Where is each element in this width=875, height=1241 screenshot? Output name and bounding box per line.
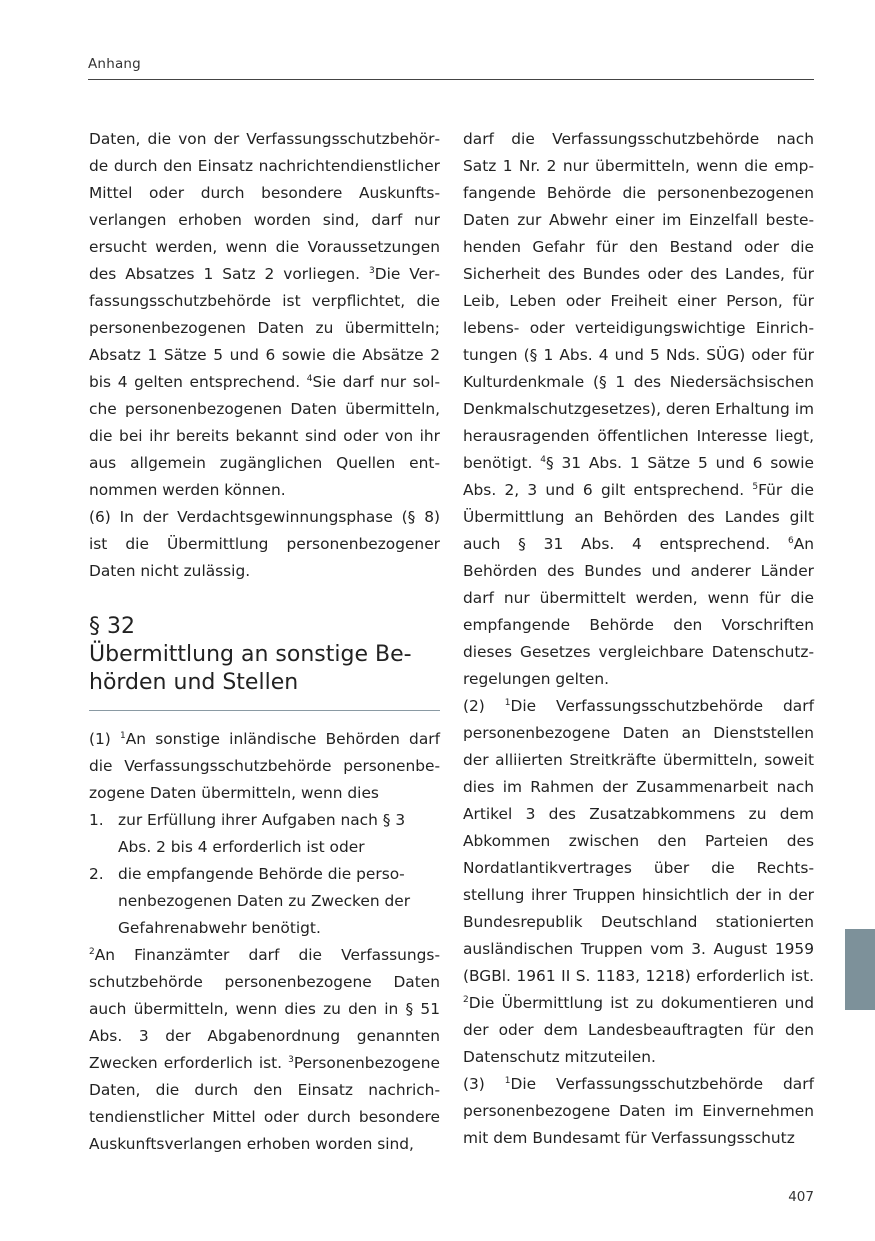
section-rule bbox=[89, 710, 440, 711]
text-run: Sie darf nur solche personenbezogenen Daten übermitteln, die bei ihr bereits bekannt sind oder von ihr aus allgemein zugänglichen Quellen entnommen werden können. bbox=[89, 373, 440, 499]
text-run: Daten, die von der Verfassungsschutzbehörde durch den Einsatz nachrichtendienstlicher Mittel oder durch besondere Auskunftsverlangen erhoben worden sind, darf nur ersucht werden, wenn die Voraussetzungen des Absatzes 1 Satz 2 vorliegen. bbox=[89, 130, 440, 283]
list-item bbox=[89, 807, 440, 861]
sentence-number: 2 bbox=[89, 947, 95, 957]
sentence-number: 4 bbox=[306, 374, 313, 384]
sentence-number: 2 bbox=[463, 995, 469, 1005]
sentence-number: 6 bbox=[787, 536, 794, 546]
page-number: 407 bbox=[788, 1189, 814, 1205]
text-run: An Behörden des Bundes und anderer Länder darf nur übermittelt werden, wenn für die empfangende Behörde den Vorschriften dieses Gesetzes vergleichbare Datenschutzregelungen gelten. bbox=[463, 535, 814, 688]
paragraph-2 bbox=[463, 693, 814, 1071]
text-run: Personenbezogene Daten, die durch den Einsatz nachrichtendienstlicher Mittel oder durch besondere Auskunftsverlangen erhoben worden sind, bbox=[89, 1054, 440, 1153]
list-text: die empfangende Behörde die personenbezogenen Daten zu Zwecken der Gefahrenabwehr benötigt. bbox=[118, 865, 411, 937]
text-run: darf die Verfassungsschutzbehörde nach Satz 1 Nr. 2 nur übermitteln, wenn die empfangende Behörde die personenbezogenen Daten zur Abwehr einer im Einzelfall bestehenden Gefahr für den Bestand oder die Sicherheit des Bundes oder des Landes, für Leib, Leben oder Freiheit einer Person, für lebens- oder verteidigungswichtige Einrichtungen (§ 1 Abs. 4 und 5 Nds. SÜG) oder für Kulturdenkmale (§ 1 des Niedersächsischen Denkmalschutzgesetzes), deren Erhaltung im herausragenden öffentlichen Interesse liegt, benötigt. bbox=[463, 130, 814, 472]
text-run: Die Verfassungsschutzbehörde ist verpflichtet, die personenbezogenen Daten zu übermitteln; Absatz 1 Sätze 5 und 6 sowie die Absätze 2 bis 4 gelten entsprechend. bbox=[89, 265, 440, 391]
text-run: (3) bbox=[463, 1075, 505, 1093]
list-number: 2. bbox=[89, 865, 104, 883]
sentence-number: 5 bbox=[752, 482, 759, 492]
list-text: zur Erfüllung ihrer Aufgaben nach § 3 Abs. 2 bis 4 erforderlich ist oder bbox=[118, 811, 406, 856]
section-title-line-2: hörden und Stellen bbox=[89, 670, 299, 695]
running-header: Anhang bbox=[88, 56, 141, 72]
text-run: Die Verfassungsschutzbehörde darf personenbezogene Daten an Dienststellen der alliierten Streitkräfte übermitteln, soweit dies im Rahmen der Zusammenarbeit nach Artikel 3 des Zusatzabkommens zu dem Abkommen zwischen den Parteien des Nordatlantikvertrages über die Rechtsstellung ihrer Truppen hinsichtlich der in der Bundesrepublik Deutschland stationierten ausländischen Truppen vom 3. August 1959 (BGBl. 1961 II S. 1183, 1218) erforderlich ist. bbox=[463, 697, 814, 985]
list-item bbox=[89, 861, 440, 942]
section-number: § 32 bbox=[89, 614, 135, 639]
paragraph-3 bbox=[463, 1071, 814, 1152]
right-column bbox=[463, 126, 814, 1152]
paragraph-1 bbox=[89, 726, 440, 807]
sentence-number: 3 bbox=[288, 1055, 294, 1065]
sentence-number: 1 bbox=[504, 1076, 511, 1086]
text-run: Die Übermittlung ist zu dokumentieren und der oder dem Landesbeauftragten für den Datenschutz mitzuteilen. bbox=[463, 994, 814, 1066]
sentence-number: 1 bbox=[504, 698, 511, 708]
text-run: An sonstige inländische Behörden darf die Verfassungsschutzbehörde personenbezogene Daten übermitteln, wenn dies bbox=[89, 730, 440, 802]
paragraph-continuation bbox=[89, 126, 440, 504]
section-heading bbox=[89, 613, 440, 697]
text-run: (2) bbox=[463, 697, 505, 715]
paragraph-6: (6) In der Verdachtsgewinnungsphase (§ 8) ist die Übermittlung personenbezogener Daten nicht zulässig. bbox=[89, 508, 440, 580]
section-title-line-1: Übermittlung an sonstige Be- bbox=[89, 642, 412, 667]
text-run: § 31 Abs. 1 Sätze 5 und 6 sowie Abs. 2, 3 und 6 gilt entsprechend. bbox=[463, 454, 814, 499]
sentence-number: 1 bbox=[120, 731, 126, 741]
sentence-number: 4 bbox=[540, 455, 546, 465]
left-column bbox=[89, 126, 440, 1158]
paragraph-1-continued bbox=[89, 942, 440, 1158]
text-run: Die Verfassungsschutzbehörde darf personenbezogene Daten im Einvernehmen mit dem Bundesamt für Verfassungsschutz bbox=[463, 1075, 814, 1147]
paragraph-1-continued-right bbox=[463, 126, 814, 693]
header-rule bbox=[88, 79, 814, 80]
sentence-number: 3 bbox=[369, 266, 375, 276]
text-run: An Finanzämter darf die Verfassungsschutzbehörde personenbezogene Daten auch übermitteln, wenn dies zu den in § 51 Abs. 3 der Abgabenordnung genannten Zwecken erforderlich ist. bbox=[89, 946, 440, 1072]
chapter-tab-marker bbox=[845, 929, 875, 1010]
text-run: Für die Übermittlung an Behörden des Landes gilt auch § 31 Abs. 4 entsprechend. bbox=[463, 481, 815, 553]
list-number: 1. bbox=[89, 811, 104, 829]
text-run: (1) bbox=[89, 730, 120, 748]
